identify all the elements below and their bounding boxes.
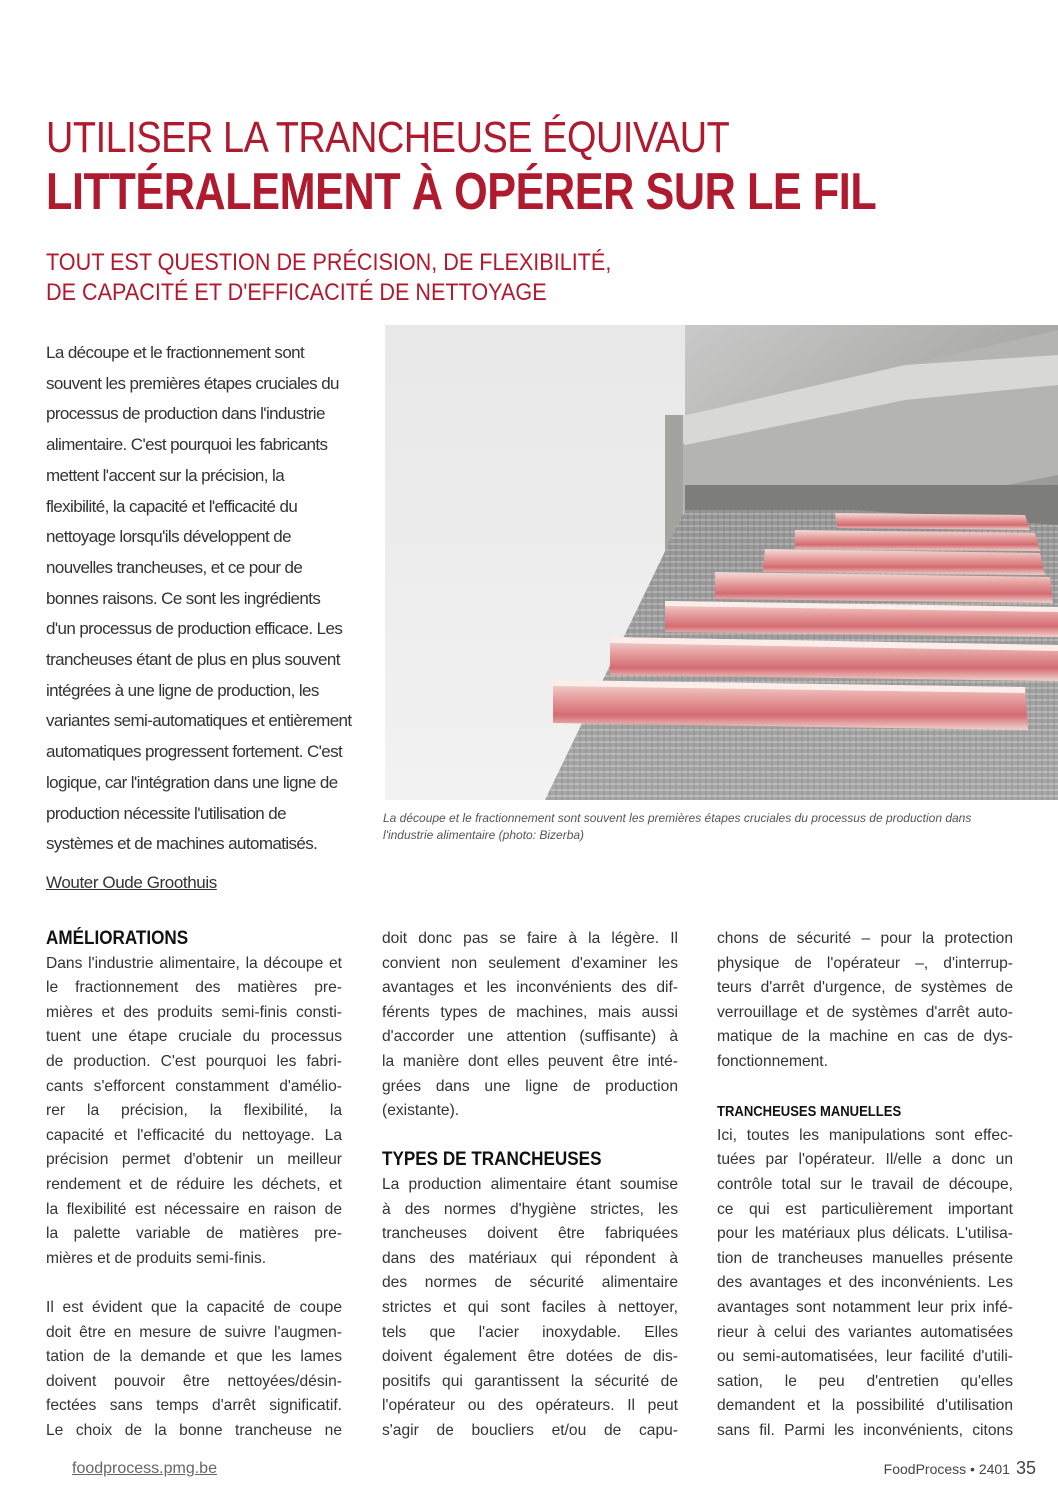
intro-paragraph xyxy=(46,338,376,860)
body-text-line: pour les matériaux plus délicats. L'utilisa- xyxy=(717,1225,1013,1243)
intro-line: La découpe et le fractionnement sont xyxy=(46,343,305,362)
body-text-line: La production alimentaire étant soumise xyxy=(382,1175,678,1193)
author-link[interactable]: Wouter Oude Groothuis xyxy=(46,873,217,892)
body-text-line: mières et des produits semi-finis consti- xyxy=(46,1003,342,1021)
intro-line: intégrées à une ligne de production, les xyxy=(46,680,319,700)
body-text-line: contrôle total sur le travail de découpe, xyxy=(717,1175,1013,1193)
body-text-line: convient non seulement d'examiner les xyxy=(382,954,678,972)
body-text-line: ce qui est particulièrement important xyxy=(717,1200,1013,1218)
body-text-line: strictes et qui sont faciles à nettoyer, xyxy=(382,1298,678,1316)
intro-line: flexibilité, la capacité et l'efficacité du xyxy=(46,496,298,516)
body-text-line: doivent pouvoir être nettoyées/désin- xyxy=(46,1372,342,1390)
body-text-line: doit donc pas se faire à la légère. Il xyxy=(382,930,678,947)
article-photo xyxy=(385,325,1058,800)
body-text-line: tuées par l'opérateur. Il/elle a donc un xyxy=(717,1151,1013,1169)
intro-line: production nécessite l'utilisation de xyxy=(46,803,286,823)
body-text-line: des normes de sécurité alimentaire xyxy=(382,1274,678,1292)
body-text-line: sans fil. Parmi les inconvénients, citons xyxy=(717,1421,1013,1439)
body-text-line: tuent une étape cruciale du processus xyxy=(46,1028,342,1046)
body-text-line: Le choix de la bonne trancheuse ne xyxy=(46,1421,342,1439)
intro-line: souvent les premières étapes cruciales du xyxy=(46,373,339,393)
intro-line: trancheuses étant de plus en plus souvent xyxy=(46,650,340,670)
body-text-line: la manière dont elles peuvent être inté- xyxy=(382,1052,678,1070)
title-line-1: UTILISER LA TRANCHEUSE ÉQUIVAUT xyxy=(46,113,730,162)
body-text-line: férents types de machines, mais aussi xyxy=(382,1003,678,1021)
issue-label: FoodProcess • 2401 xyxy=(883,1461,1010,1477)
intro-line: nouvelles trancheuses, et ce pour de xyxy=(46,557,303,577)
intro-line: bonnes raisons. Ce sont les ingrédients xyxy=(46,588,321,608)
intro-line: alimentaire. C'est pourquoi les fabricants xyxy=(46,435,328,455)
paragraph-gap xyxy=(717,1075,1013,1100)
body-text-line: positifs qui garantissent la sécurité de xyxy=(382,1372,678,1390)
body-text-line: tion de trancheuses manuelles présente xyxy=(717,1249,1013,1267)
paragraph-gap xyxy=(382,1124,678,1149)
body-text-line: doivent également être dotées de dis- xyxy=(382,1348,678,1366)
body-text-line: des avantages et des inconvénients. Les xyxy=(717,1274,1013,1292)
body-text-line: demandent et la possibilité d'utilisation xyxy=(717,1397,1013,1415)
body-text-line: trancheuses doivent être fabriquées xyxy=(382,1225,678,1243)
text-column-3 xyxy=(717,927,1013,1443)
body-text-line: (existante). xyxy=(382,1102,460,1120)
body-text-line: physique de l'opérateur –, d'interrup- xyxy=(717,954,1013,972)
subtitle xyxy=(46,248,611,308)
intro-line: mettent l'accent sur la précision, la xyxy=(46,465,285,485)
body-text-line: verrouillage et de systèmes d'arrêt auto- xyxy=(717,1003,1013,1021)
website-link[interactable]: foodprocess.pmg.be xyxy=(72,1460,217,1477)
subtitle-line: TOUT EST QUESTION DE PRÉCISION, DE FLEXIBILITÉ, xyxy=(46,249,612,276)
body-text-line: capacité et l'efficacité du nettoyage. La xyxy=(46,1126,342,1144)
body-text-line: chons de sécurité – pour la protection xyxy=(717,930,1013,947)
body-text-line: rieur à celui des variantes automatisées xyxy=(717,1323,1013,1341)
body-text-line: d'accorder une attention (suffisante) à xyxy=(382,1028,678,1046)
intro-line: d'un processus de production efficace. Les xyxy=(46,619,343,639)
body-text-line: Dans l'industrie alimentaire, la découpe et xyxy=(46,954,342,972)
body-text-line: Il est évident que la capacité de coupe xyxy=(46,1298,342,1316)
body-text-line: mières et de produits semi-finis. xyxy=(46,1249,267,1267)
body-text-line: doit être en mesure de suivre l'augmen- xyxy=(46,1323,342,1341)
paragraph-gap xyxy=(46,1271,342,1296)
section-heading: AMÉLIORATIONS xyxy=(46,928,189,949)
intro-line: logique, car l'intégration dans une ligne de xyxy=(46,772,338,792)
body-text-line: rendement et de réduire les déchets, et xyxy=(46,1175,342,1193)
body-text-line: avantages sont notamment leur prix infé- xyxy=(717,1298,1013,1316)
intro-line: automatiques progressent fortement. C'est xyxy=(46,742,343,762)
body-text-line: à des normes d'hygiène strictes, les xyxy=(382,1200,678,1218)
section-heading: TRANCHEUSES MANUELLES xyxy=(717,1104,902,1121)
body-text-line: avantages et les inconvénients des dif- xyxy=(382,979,678,997)
intro-line: systèmes et de machines automatisés. xyxy=(46,834,318,854)
body-text-line: la palette variable de matières pre- xyxy=(46,1225,342,1243)
photo-caption: La découpe et le fractionnement sont souvent les premières étapes cruciales du processus de production dans l'industrie alimentaire (photo: Bizerba) xyxy=(383,811,972,842)
page-number: 35 xyxy=(1015,1458,1036,1478)
body-text-line: de production. C'est pourquoi les fabri- xyxy=(46,1052,342,1070)
body-text-line: la flexibilité est nécessaire en raison de xyxy=(46,1200,342,1218)
body-text-line: fectées sans temps d'arrêt significatif. xyxy=(46,1397,342,1415)
body-text-line: dans des matériaux qui répondent à xyxy=(382,1249,678,1267)
body-text-line: le fractionnement des matières pre- xyxy=(46,979,342,997)
meat-slicer-photo xyxy=(385,325,1058,800)
body-text-line: tation de la demande et que les lames xyxy=(46,1348,342,1366)
body-text-line: Ici, toutes les manipulations sont effec- xyxy=(717,1126,1013,1144)
section-heading: TYPES DE TRANCHEUSES xyxy=(382,1149,602,1171)
body-text-line: précision permet d'obtenir un meilleur xyxy=(46,1151,342,1169)
body-text-line: tels que l'acier inoxydable. Elles xyxy=(382,1323,678,1341)
intro-line: variantes semi-automatiques et entièrement xyxy=(46,711,352,731)
title-line-2: LITTÉRALEMENT À OPÉRER SUR LE FIL xyxy=(46,163,877,221)
text-column-1 xyxy=(46,927,342,1443)
body-text-line: ou semi-automatisées, leur facilité d'utili- xyxy=(717,1348,1013,1366)
body-text-line: cants s'efforcent constamment d'amélio- xyxy=(46,1077,342,1095)
body-text-line: teurs d'arrêt d'urgence, de systèmes de xyxy=(717,979,1013,997)
subtitle-line: DE CAPACITÉ ET D'EFFICACITÉ DE NETTOYAGE xyxy=(46,279,547,306)
body-text-line: matique de la machine en cas de dys- xyxy=(717,1028,1013,1046)
body-text-line: s'agir de boucliers et/ou de capu- xyxy=(382,1421,678,1439)
body-text-line: grées dans une ligne de production xyxy=(382,1077,678,1095)
body-text-line: rer la précision, la flexibilité, la xyxy=(46,1102,342,1120)
body-text-line: l'opérateur ou des opérateurs. Il peut xyxy=(382,1397,678,1415)
intro-line: nettoyage lorsqu'ils développent de xyxy=(46,527,291,547)
intro-line: processus de production dans l'industrie xyxy=(46,404,325,424)
page-footer xyxy=(884,1458,1036,1479)
body-text-line: fonctionnement. xyxy=(717,1052,828,1070)
text-column-2 xyxy=(382,927,678,1443)
body-text-line: sation, le peu d'entretien qu'elles xyxy=(717,1372,1013,1390)
